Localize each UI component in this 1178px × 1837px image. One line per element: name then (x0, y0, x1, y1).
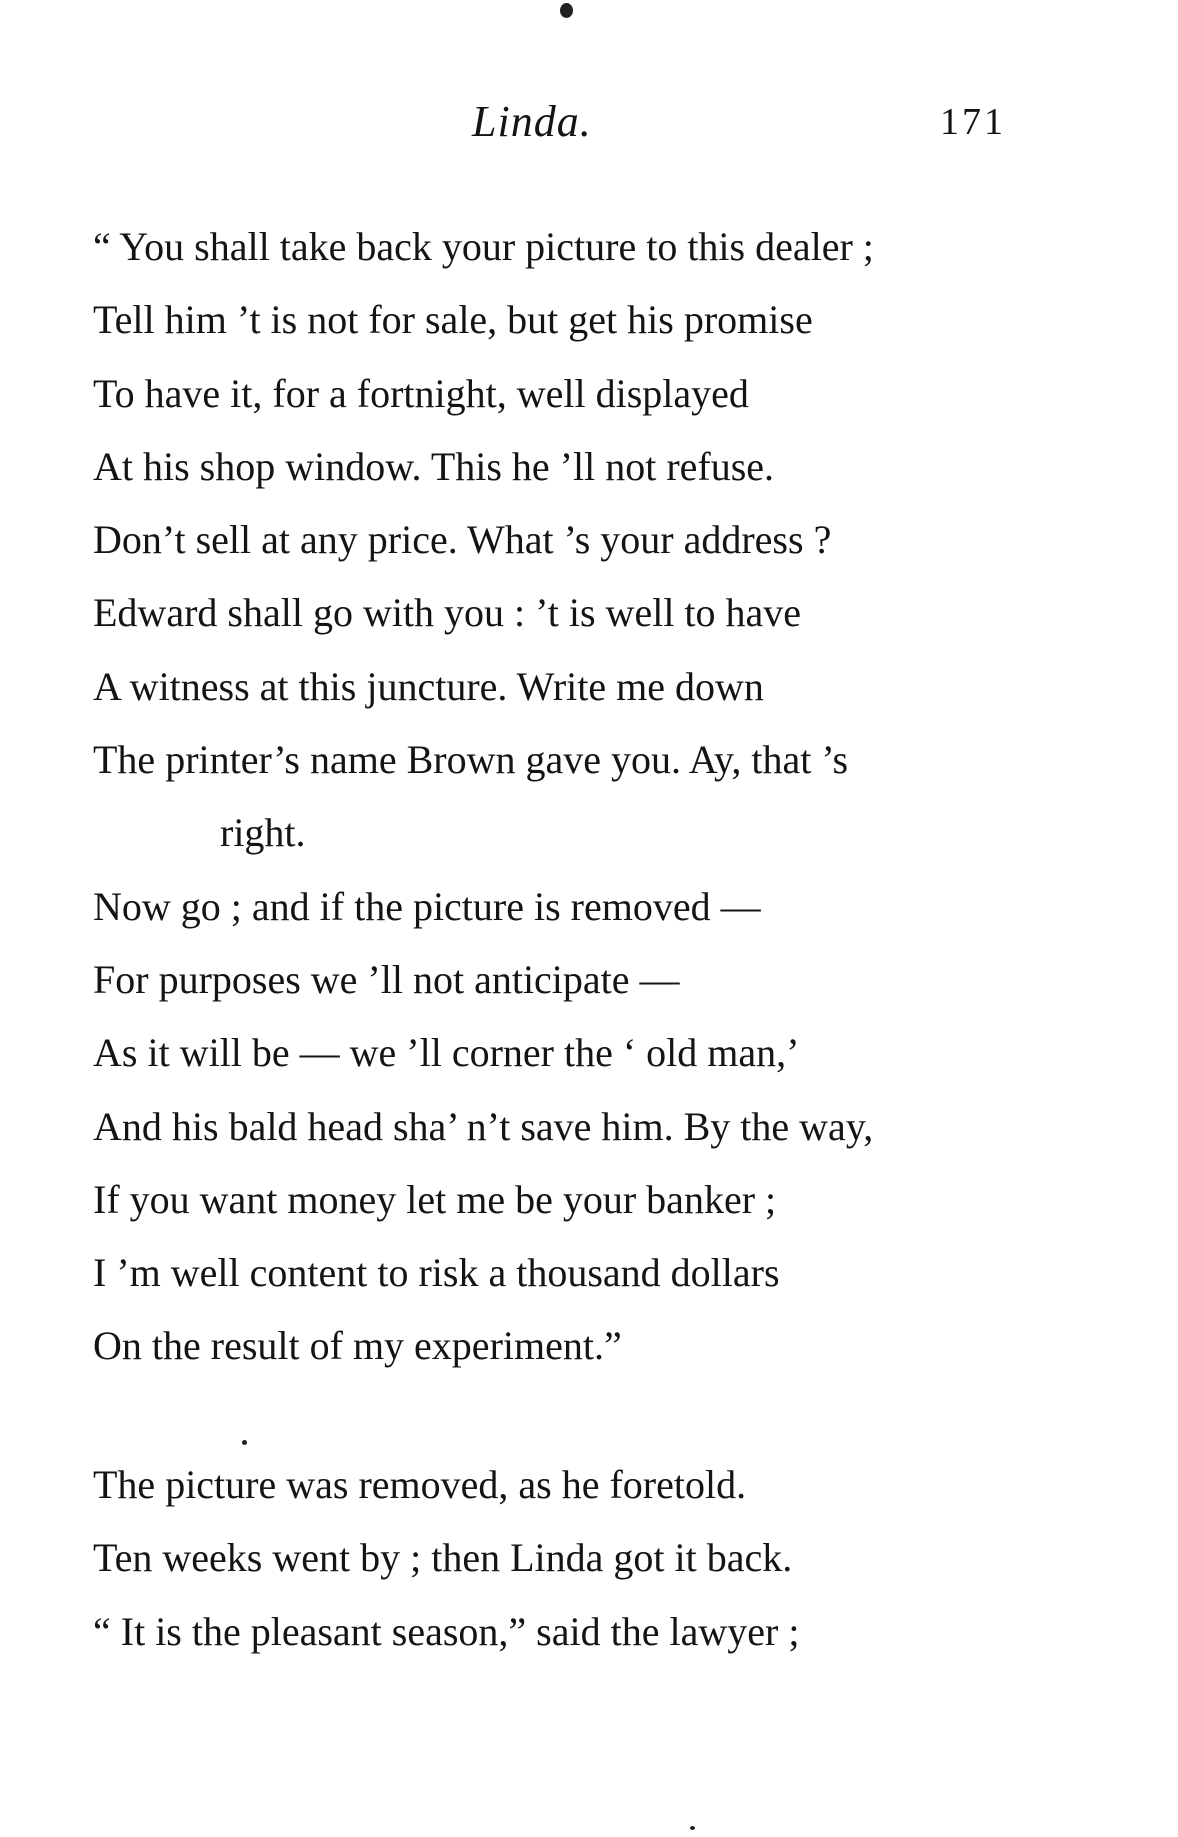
verse-line: “ It is the pleasant season,” said the lawyer ; (93, 1608, 800, 1654)
ink-speck-bottom (690, 1826, 695, 1830)
verse-line: I ’m well content to risk a thousand dollars (93, 1250, 780, 1296)
verse-line: On the result of my experiment.” (93, 1323, 622, 1369)
verse-line: Don’t sell at any price. What ’s your address ? (93, 517, 832, 563)
verse-line: Edward shall go with you : ’t is well to have (93, 590, 802, 636)
ink-speck-top (560, 3, 573, 18)
verse-line-continuation: right. (220, 810, 306, 856)
verse-line: For purposes we ’ll not anticipate — (93, 956, 680, 1002)
page-header (0, 96, 1178, 156)
verse-line: The printer’s name Brown gave you. Ay, that ’s (93, 737, 849, 783)
verse-line: The picture was removed, as he foretold. (93, 1462, 747, 1507)
verse-line: As it will be — we ’ll corner the ‘ old man,’ (93, 1030, 800, 1076)
verse-line: “ You shall take back your picture to this dealer ; (93, 224, 874, 269)
verse-line: If you want money let me be your banker ; (93, 1176, 777, 1222)
running-title: Linda. (472, 97, 592, 146)
verse-line: At his shop window. This he ’ll not refuse. (93, 443, 775, 489)
verse-line: A witness at this juncture. Write me down (93, 663, 764, 709)
page-number: 171 (940, 101, 1006, 143)
verse-line: Now go ; and if the picture is removed — (93, 883, 761, 929)
verse-line: Tell him ’t is not for sale, but get his promise (93, 297, 813, 343)
ink-speck-mid (242, 1440, 247, 1445)
verse-line: Ten weeks went by ; then Linda got it back. (93, 1535, 793, 1581)
verse-stanza-1 (93, 210, 1093, 1383)
verse-line: And his bald head sha’ n’t save him. By the way, (93, 1103, 874, 1149)
verse-line: To have it, for a fortnight, well displayed (93, 370, 749, 416)
verse-stanza-2 (93, 1448, 1093, 1668)
